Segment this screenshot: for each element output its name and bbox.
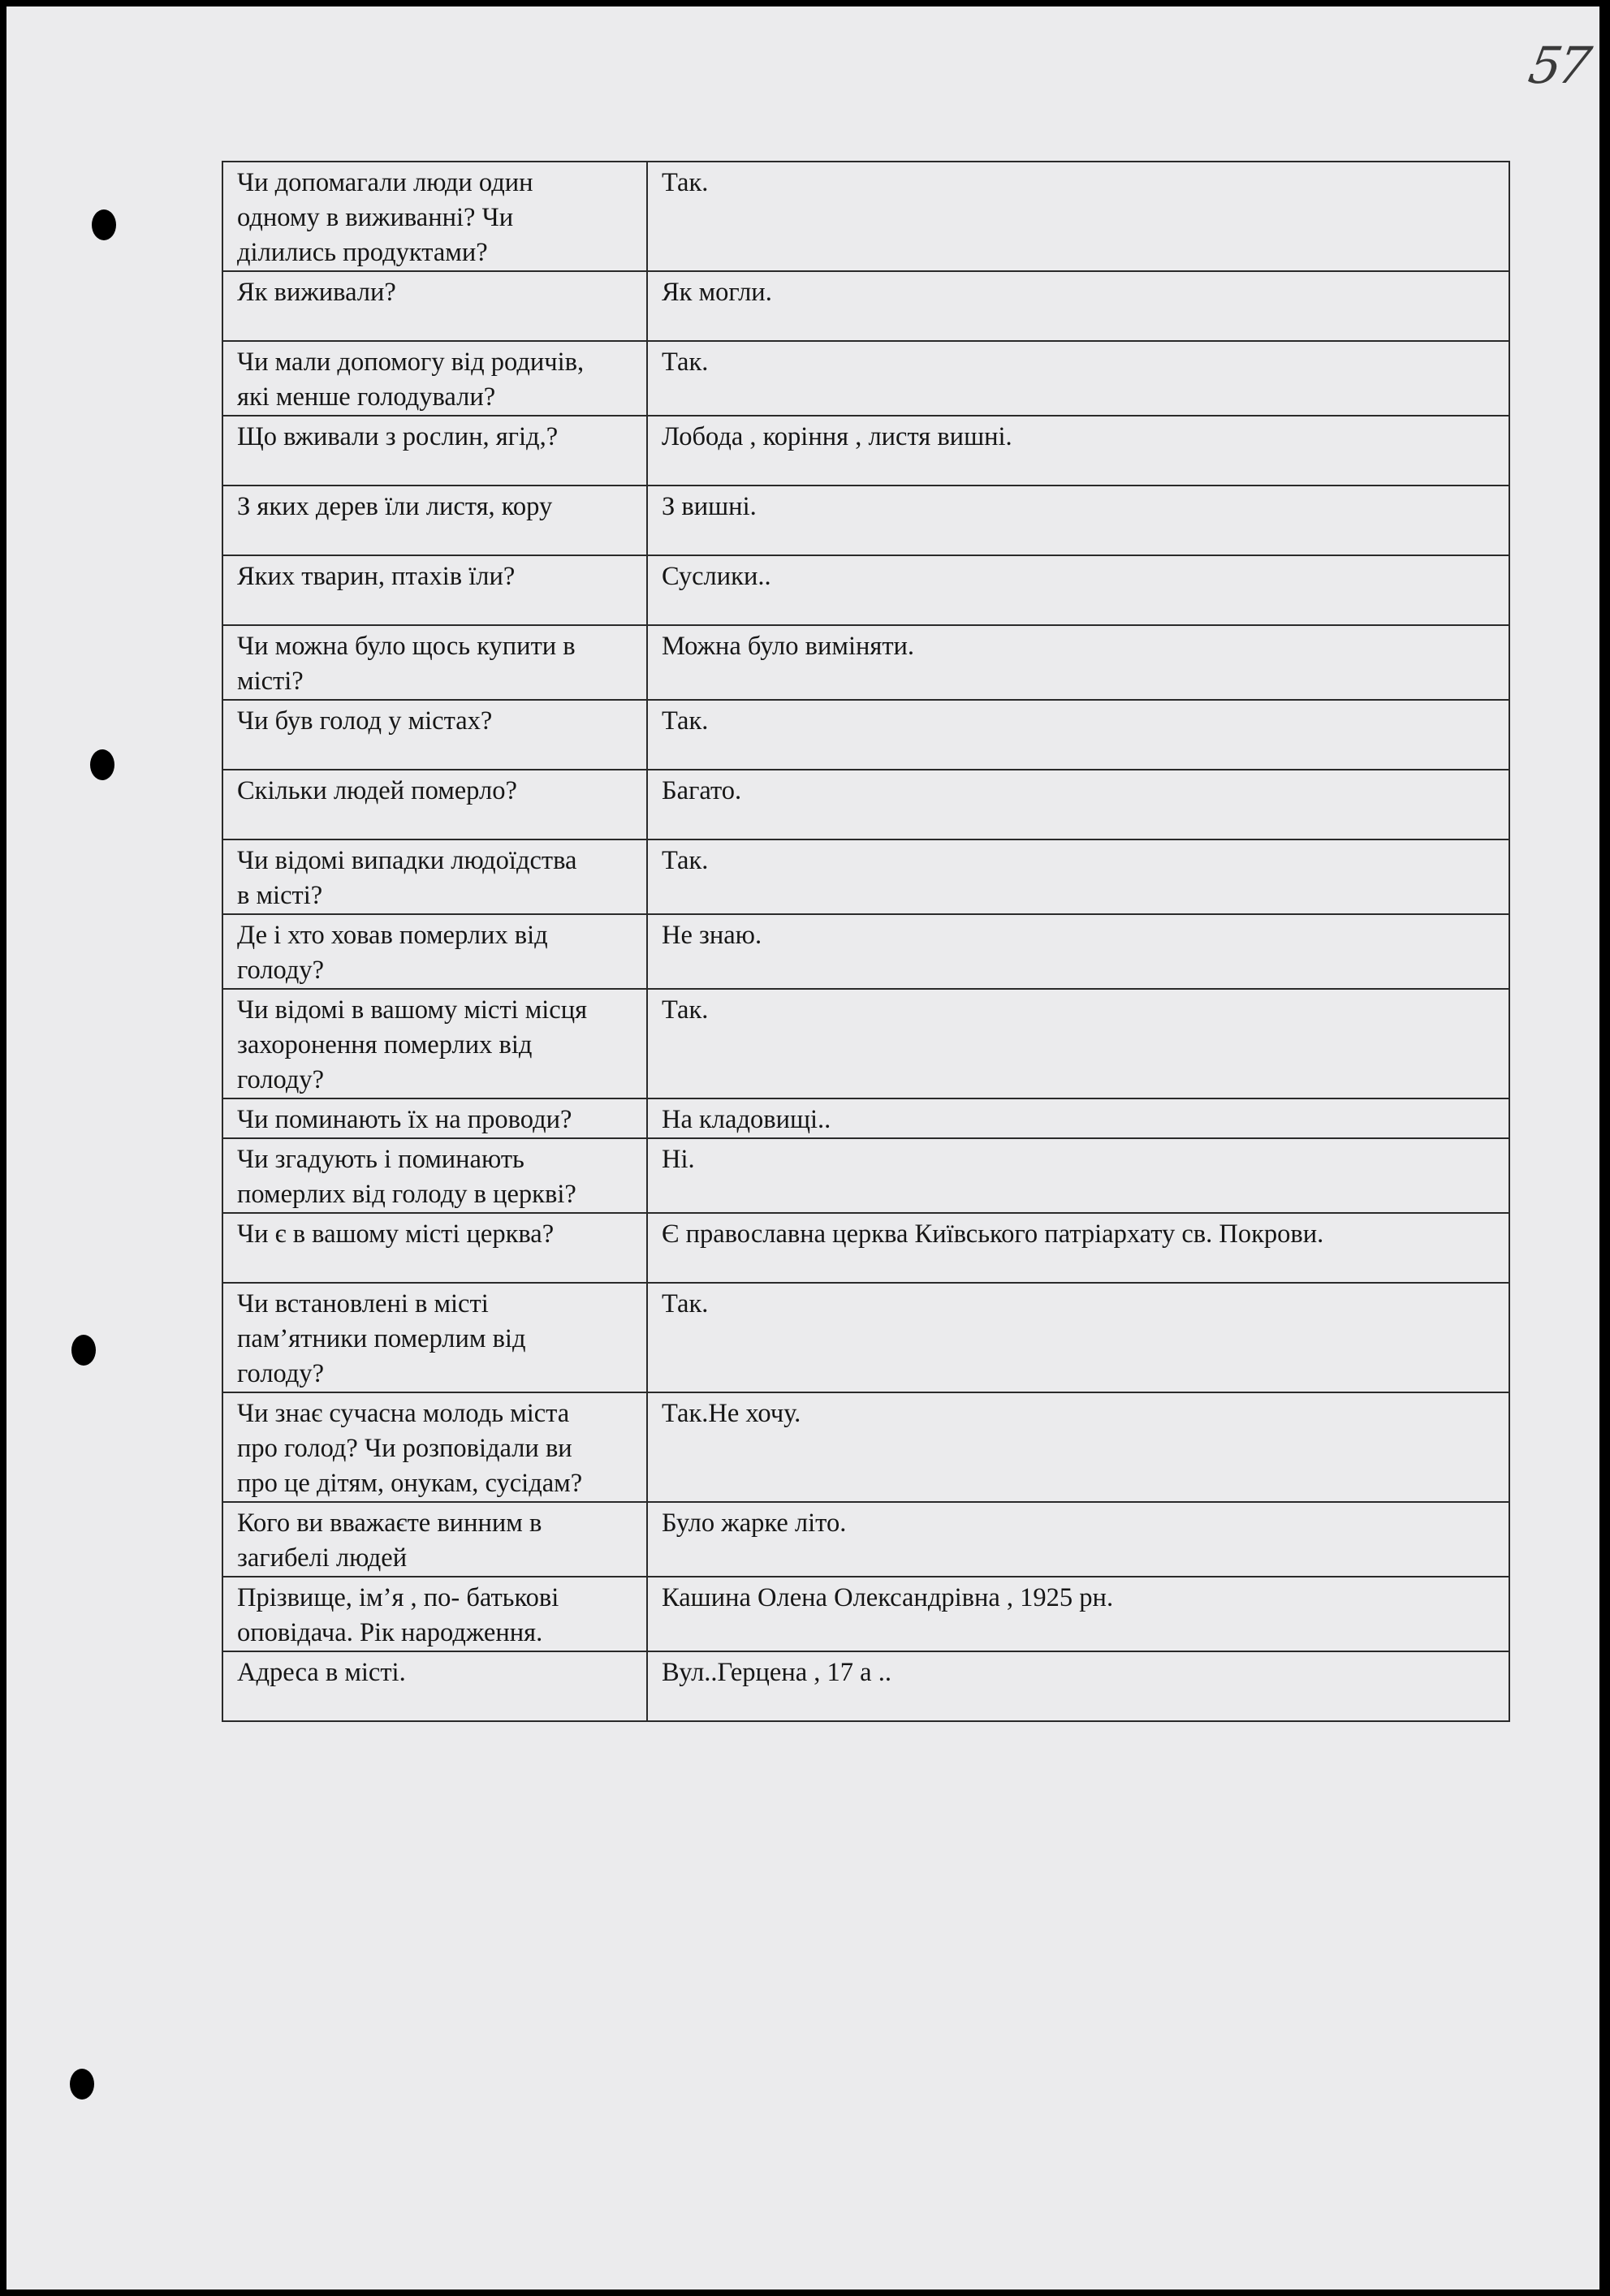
question-cell: Як виживали? <box>222 271 647 341</box>
answer-cell: Так. <box>647 341 1509 416</box>
table-row <box>222 1502 1509 1577</box>
question-cell: Чи можна було щось купити в місті? <box>222 625 647 700</box>
answer-cell: На кладовищі.. <box>647 1098 1509 1138</box>
table-row <box>222 839 1509 914</box>
table-row <box>222 989 1509 1098</box>
table-row <box>222 162 1509 271</box>
question-cell: З яких дерев їли листя, кору <box>222 486 647 555</box>
table-row <box>222 486 1509 555</box>
question-cell: Кого ви вважаєте винним в загибелі людей <box>222 1502 647 1577</box>
question-cell: Скільки людей померло? <box>222 770 647 839</box>
answer-cell: Було жарке літо. <box>647 1502 1509 1577</box>
punch-hole-1 <box>92 209 116 240</box>
table-row <box>222 1138 1509 1213</box>
answer-cell: Кашина Олена Олександрівна , 1925 рн. <box>647 1577 1509 1651</box>
answer-cell: Вул..Герцена , 17 а .. <box>647 1651 1509 1721</box>
answer-cell: Так. <box>647 989 1509 1098</box>
table-row <box>222 1651 1509 1721</box>
answer-cell: Так. <box>647 162 1509 271</box>
table-row <box>222 700 1509 770</box>
handwritten-page-number: 57 <box>1524 36 1593 95</box>
question-cell: Чи є в вашому місті церква? <box>222 1213 647 1283</box>
answer-cell: Ні. <box>647 1138 1509 1213</box>
question-cell: Прізвище, ім’я , по- батькові оповідача. Рік народження. <box>222 1577 647 1651</box>
table-row <box>222 1392 1509 1502</box>
table-row <box>222 271 1509 341</box>
interview-table <box>222 161 1510 1722</box>
answer-cell: Можна було виміняти. <box>647 625 1509 700</box>
document-page <box>6 6 1599 2290</box>
question-cell: Чи відомі в вашому місті місця захоронення померлих від голоду? <box>222 989 647 1098</box>
answer-cell: Багато. <box>647 770 1509 839</box>
table-row <box>222 1577 1509 1651</box>
table-row <box>222 1098 1509 1138</box>
question-cell: Чи згадують і поминають померлих від голоду в церкві? <box>222 1138 647 1213</box>
table-row <box>222 416 1509 486</box>
punch-hole-2 <box>90 749 114 780</box>
question-cell: Чи допомагали люди один одному в виживанні? Чи ділились продуктами? <box>222 162 647 271</box>
question-cell: Де і хто ховав померлих від голоду? <box>222 914 647 989</box>
table-row <box>222 914 1509 989</box>
answer-cell: Як могли. <box>647 271 1509 341</box>
answer-cell: Так. <box>647 700 1509 770</box>
question-cell: Чи знає сучасна молодь міста про голод? Чи розповідали ви про це дітям, онукам, сусідам? <box>222 1392 647 1502</box>
answer-cell: Суслики.. <box>647 555 1509 625</box>
answer-cell: Є православна церква Київського патріархату св. Покрови. <box>647 1213 1509 1283</box>
question-cell: Яких тварин, птахів їли? <box>222 555 647 625</box>
question-cell: Що вживали з рослин, ягід,? <box>222 416 647 486</box>
answer-cell: Не знаю. <box>647 914 1509 989</box>
question-cell: Чи був голод у містах? <box>222 700 647 770</box>
question-cell: Адреса в місті. <box>222 1651 647 1721</box>
answer-cell: Так. <box>647 839 1509 914</box>
answer-cell: Так. <box>647 1283 1509 1392</box>
question-cell: Чи поминають їх на проводи? <box>222 1098 647 1138</box>
question-cell: Чи відомі випадки людоїдства в місті? <box>222 839 647 914</box>
punch-hole-3 <box>71 1335 96 1366</box>
question-cell: Чи мали допомогу від родичів, які менше голодували? <box>222 341 647 416</box>
answer-cell: З вишні. <box>647 486 1509 555</box>
punch-hole-4 <box>70 2069 94 2100</box>
table-row <box>222 1283 1509 1392</box>
table-row <box>222 1213 1509 1283</box>
answer-cell: Так.Не хочу. <box>647 1392 1509 1502</box>
table-row <box>222 770 1509 839</box>
table-row <box>222 555 1509 625</box>
answer-cell: Лобода , коріння , листя вишні. <box>647 416 1509 486</box>
question-cell: Чи встановлені в місті пам’ятники померлим від голоду? <box>222 1283 647 1392</box>
table-row <box>222 341 1509 416</box>
table-row <box>222 625 1509 700</box>
